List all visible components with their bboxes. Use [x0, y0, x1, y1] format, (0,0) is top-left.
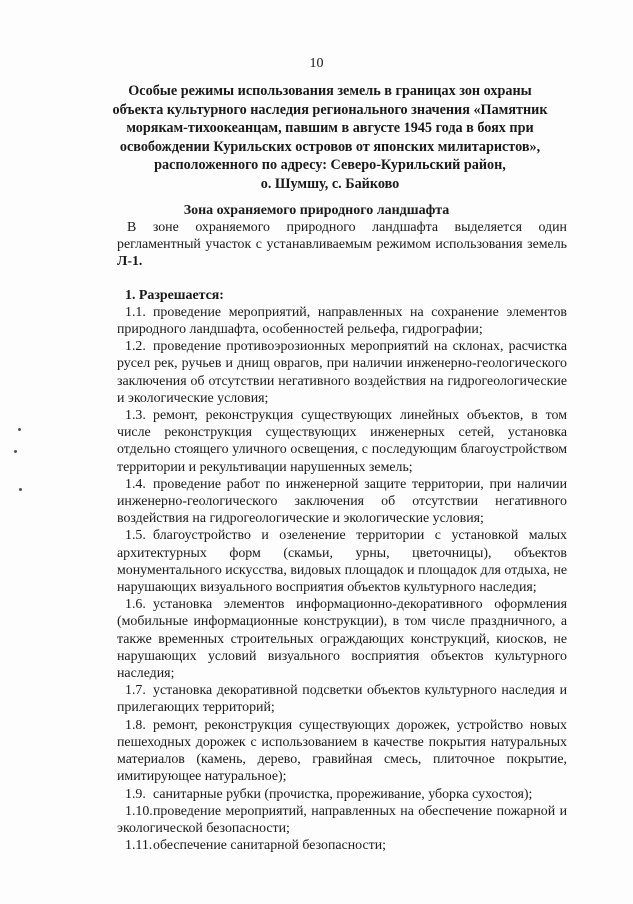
item-number: 1.5. — [125, 528, 146, 544]
intro-text: В зоне охраняемого природного ландшафта выделяется один регламентный участок с устанавливаемым режимом использования земель — [117, 220, 567, 253]
allowed-heading: 1. Разрешается: — [125, 287, 224, 303]
section-intro — [117, 219, 567, 271]
title-line: расположенного по адресу: Северо-Курильский район, — [154, 157, 506, 174]
item-text: установка элементов информационно-декоративного оформления (мобильные информационные конструкции), в том числе праздничного, а также временных строительных ограждающих конструкций, киосков, не нарушающих условий визуального восприятия объектов культурного наследия; — [117, 597, 567, 682]
item-number: 1.3. — [125, 408, 146, 424]
item-text: проведение противоэрозионных мероприятий на склонах, расчистка русел рек, ручьев и днищ оврагов, при наличии инженерно-геологического заключения об отсутствии негативного воздействия на гидрогеологические и экологические условия; — [117, 339, 567, 406]
title-line: морякам-тихоокеанцам, павшим в августе 1945 года в боях при — [126, 120, 534, 137]
item-number: 1.10. — [125, 803, 153, 819]
item-number: 1.4. — [125, 476, 146, 492]
section-body — [117, 219, 567, 854]
list-item — [117, 527, 567, 596]
title-line: о. Шумшу, с. Байково — [260, 175, 400, 192]
item-text: проведение мероприятий, направленных на сохранение элементов природного ландшафта, особенностей рельефа, гидрографии; — [117, 304, 567, 338]
item-text: санитарные рубки (прочистка, прореживание, уборка сухостоя); — [153, 786, 533, 802]
item-number: 1.11. — [125, 838, 153, 854]
item-number: 1.1. — [125, 304, 146, 320]
list-item — [117, 476, 567, 528]
list-item — [117, 837, 567, 854]
item-number: 1.6. — [125, 597, 146, 613]
item-text: ремонт, реконструкция существующих линейных объектов, в том числе реконструкция существующих инженерных сетей, установка отдельно стоящего уличного освещения, с последующим благоустройством территории и рекультивации нарушенных земель; — [117, 408, 567, 475]
list-item — [117, 407, 567, 476]
item-text: проведение мероприятий, направленных на обеспечение пожарной и экологической безопасности; — [117, 803, 567, 836]
list-item — [117, 304, 567, 338]
scan-mark — [14, 450, 17, 453]
item-text: установка декоративной подсветки объектов культурного наследия и прилегающих территорий; — [117, 683, 567, 716]
list-item — [117, 596, 567, 682]
zone-code: Л-1. — [117, 254, 143, 270]
item-text: обеспечение санитарной безопасности; — [153, 838, 387, 854]
title-line: Особые режимы использования земель в границах зон охраны — [128, 83, 532, 99]
list-item — [117, 338, 567, 407]
item-number: 1.8. — [125, 717, 146, 733]
scan-mark — [18, 428, 21, 431]
list-item — [117, 682, 567, 716]
title-line: объекта культурного наследия регионального значения «Памятник — [112, 101, 548, 118]
list-item — [117, 717, 567, 786]
scan-mark — [19, 488, 22, 491]
page-number: 10 — [309, 56, 324, 71]
item-text: благоустройство и озеленение территории с установкой малых архитектурных форм (скамьи, урны, цветочницы), объектов монументального искусства, видовых площадок и площадок для отдыха, не нарушающих визуального восприятия объектов культурного наследия; — [117, 528, 567, 596]
document-title — [95, 82, 565, 194]
item-number: 1.2. — [125, 339, 146, 355]
section-title: Зона охраняемого природного ландшафта — [183, 203, 450, 218]
title-line: освобождении Курильских островов от японских милитаристов», — [119, 138, 541, 155]
item-text: проведение работ по инженерной защите территории, при наличии инженерно-геологического заключения об отсутствии негативного воздействия на гидрогеологические и экологические условия; — [117, 476, 567, 527]
item-number: 1.7. — [125, 683, 146, 699]
item-text: ремонт, реконструкция существующих дорожек, устройство новых пешеходных дорожек с использованием в качестве покрытия натуральных материалов (камень, дерево, гравийная смесь, плиточное покрытие, имитирующее натуральное); — [117, 717, 567, 785]
item-number: 1.9. — [125, 786, 146, 802]
list-item — [117, 786, 567, 803]
list-item — [117, 803, 567, 837]
